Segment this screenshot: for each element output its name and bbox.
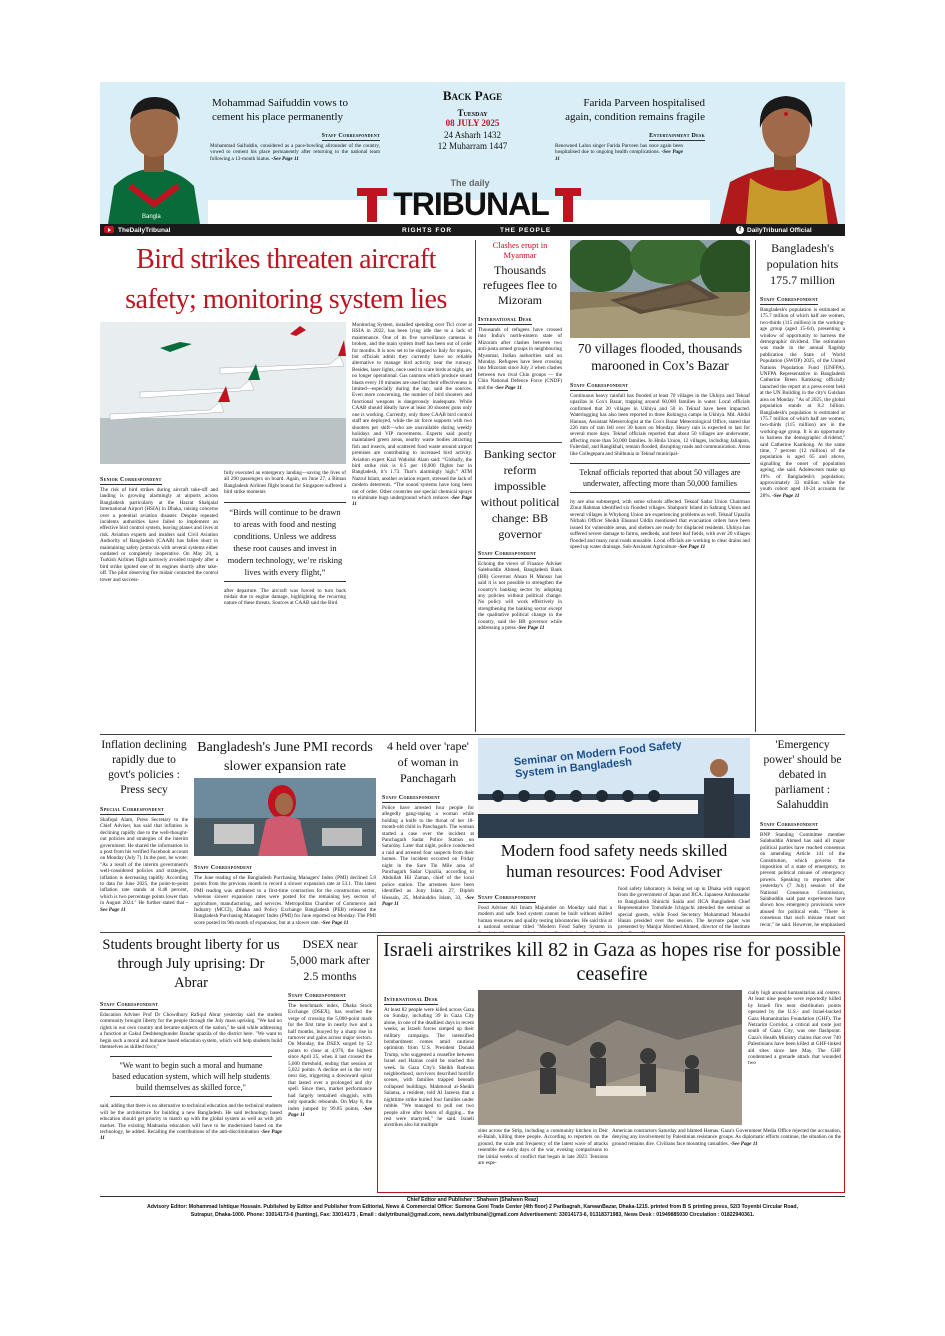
myanmar-text: Thousands of refugees have crossed into India's north-eastern state of Mizoram after clashes between two anti-junta armed groups in neighbouring Myanmar, Indian authorities said on Monday. Refugees have been crossing into Mizoram since July 3 when clashes between two rival Chin groups — the Chin National Defence Force (CNDF) and the -See Page 11	[478, 327, 562, 391]
dsex-byline: Staff Correspondent	[288, 993, 347, 999]
inflation-byline: Special Correspondent	[100, 807, 164, 813]
see-page-link[interactable]: -See Page 11	[494, 384, 522, 391]
flood-pullquote: Teknaf officials reported that about 50 villages are underwater, affecting more than 50,000 families	[570, 463, 750, 493]
banking-byline: Staff Correspondent	[478, 551, 537, 557]
column-divider	[755, 240, 756, 732]
gaza-rubble-photo	[478, 990, 742, 1125]
inflation-text: Shafiqul Alam, Press Secretary to the Chief Adviser, has said that inflation is declining rapidly due to the well-thought-out policies and strategies of the interim government. He shared the information in a post from his verified Facebook account on Monday (July 7). In the post, he wrote: "As a result of the interim government's well-considered policies and strategies, inflation is decreasing rapidly. According to data for June 2025, the point-to-point inflation rate stands at 8.48 percent, which is two percentage points lower than in August 2024." He further stated that -See Page 11	[100, 817, 188, 913]
divider	[478, 442, 562, 443]
flood-text-2: ity are also submerged, with some schools affected. Teknaf Sadar Union Chairman Zinur Rahman identified six flooded villages. Shahporir Island in Sabrang Union and several villages in Whykong Union are experiencing problems as well. Teknaf Upazila Nirbahi Officer Sheikh Ehsanul Uddin mentioned that evacuation orders have been issued for vulnerable areas, and shelters are ready for displaced residents. Ukhiya has suffered severe damage to farms, seedbeds, and betel leaf fields, with over 20 villages flooded and many rural roads unusable. Local officials are working to clear drains and speed up water drainage. Sub-Assistant Agriculture -See Page 11	[570, 499, 750, 550]
seminar-banner-text: Seminar on Modern Food Safety System in Bangladesh	[513, 738, 683, 781]
gaza-text-2: sites across the Strip, including a community kitchen in Deir el-Balah, killing three people. According to reporters on the ground, the scale and frequency of the latest wave of attacks resemble the early days of the war, evoking comparisons to the initial weeks of conflict that began in late 2023. Tensions are espe-	[478, 1128, 608, 1167]
header-right-title[interactable]: Farida Parveen hospitalised again, condition remains fragile	[565, 97, 705, 123]
hijri-date: 12 Muharram 1447	[437, 141, 508, 151]
imprint-line-3: Sutrapur, Dhaka-1000. Phone: 33014173-6 (hunting), Fax: 33014173 , Email : dailytribunal@gmail.com, news.dailytribunal@gmail.com Advertisement: 33014173-6, 01318371983, News Desk : 01949885030 Circulation : 01822940361.	[190, 1211, 755, 1218]
weekday: Tuesday	[457, 108, 488, 118]
pmi-headline[interactable]: Bangladesh's June PMI records slower expansion rate	[197, 740, 373, 774]
header-left-story[interactable]	[210, 96, 380, 186]
pmi-byline: Staff Correspondent	[194, 865, 253, 871]
header-left-title[interactable]: Mohammad Saifuddin vows to cement his place permanently	[212, 97, 348, 123]
food-safety-text-2: food safety laboratory is being set up in Dhaka with support from the government of Japan and JICA. Japanese Ambassador to Bangladesh Shinichi Saida and JICA Bangladesh Chief Representative Tomohide Ichiguchi attended the seminar as special guests, while Food Secretary Mohammad Masudul Hasan presided over the session. The keynote paper was presented by Manjur Morshed Ahmed, director of the Institute	[618, 886, 750, 932]
students-text-1: Education Adviser Prof Dr Chowdhury Rafiqul Abrar yesterday said the student community brought liberty for the people through the July mass uprising. "We had no rights in our own country and became subjects of the nation," he said while addressing a function at Gakul Deshbenghunder Bandar upazila of the district here. "We want to begin such a moral and humane based education system, which will help students build themselves as skilled force,"	[100, 1012, 282, 1051]
imprint-editor: Chief Editor and Publisher : Shaheen (Shaheen Reaz)	[406, 1197, 539, 1203]
panchagarh-text: Police have arrested four people for allegedly gang-raping a woman while holding a knife to the throat of her 18-month-old child in Panchagarh. The woman started a case over the incident at Panchagarh Sadar Police Station on Saturday. Later that night, police conducted a raid and arrested four suspects from their homes. The incident occurred on Friday night in the Sare Tin Mile area of Panchagarh Sadar Upazila, according to Abdullah Hil Zaman, chief of the local police station. The arrestees have been identified as Jony Islam, 27, Biplob Hossain, 25, Mohiuddin Islam, 33, -See Page 11	[382, 805, 474, 908]
see-page-link[interactable]: -See Page 11	[288, 1105, 372, 1118]
tagline-left: RIGHTS FOR	[402, 227, 453, 234]
see-page-link[interactable]: -See Page 11	[517, 625, 545, 632]
emergency-power-text: BNP Standing Committee member Salahuddin Ahmed has said all major political parties have reached consensus on amending Article 141 of the Constitution, which governs the imposition of a state of emergency, to prevent political misuse of emergency powers. Speaking to reporters after yesterday's (7 July) session of the National Consensus Commission, Salahuddin said past experiences have shown how emergency provisions were abused for political ends. "There is consensus that such misuse must not recur," he said. However, he emphasised	[760, 832, 845, 928]
population-byline: Staff Correspondent	[760, 297, 819, 303]
food-safety-text-1: Food Adviser Ali Imam Majumder on Monday said that a modern and safe food system cannot be built without skilled human resources and quality testing laboratories. He said this at a national seminar titled "Modern Food Safety System in	[478, 905, 612, 931]
youtube-icon[interactable]	[104, 226, 114, 233]
emergency-power-byline: Staff Correspondent	[760, 822, 819, 828]
gaza-col3-top	[748, 990, 841, 1126]
row-divider	[100, 932, 845, 933]
bird-strikes-col1	[100, 468, 218, 732]
students-headline[interactable]: Students brought liberty for us through July uprising: Dr Abrar	[102, 937, 280, 991]
see-page-link[interactable]: -See Page 11	[555, 149, 684, 162]
flood-story[interactable]	[570, 340, 750, 732]
date-block	[400, 88, 545, 178]
pmi-story[interactable]	[194, 738, 376, 928]
see-page-link[interactable]: -See Page 11	[352, 494, 472, 508]
header-right-excerpt: Renowned Lalon singer Farida Parveen has once again been hospitalised due to ongoing health complications. -See Page 11	[555, 143, 684, 162]
food-safety-col1	[478, 886, 612, 932]
see-page-link[interactable]: -See Page 11	[677, 543, 706, 550]
masthead-prefix: The daily	[450, 178, 490, 188]
banking-headline[interactable]: Banking sector reform impossible without political change: BB governor	[480, 447, 560, 541]
students-text-2: said, adding that there is no alternative to technical education and the technical students will be the architecture for building a new Bangladesh. He said technology based education should get priority to match up with the global system as well as with job market. The existing Madrasha education will have to be modernised based on the technology, he added. Recalling the contributions of the anti-discrimination -See Page 11	[100, 1103, 282, 1142]
bangla-date: 24 Asharh 1432	[444, 130, 501, 140]
see-page-link[interactable]: -See Page 11	[271, 155, 299, 162]
students-byline: Staff Correspondent	[100, 1002, 159, 1008]
inflation-headline[interactable]: Inflation declining rapidly due to govt's policies : Press secy	[101, 739, 187, 796]
dsex-story[interactable]	[288, 936, 372, 1192]
imprint-details	[60, 1204, 885, 1228]
masthead	[355, 178, 585, 224]
emergency-power-story[interactable]	[760, 738, 845, 928]
masthead-bar	[100, 224, 845, 236]
panchagarh-story[interactable]	[382, 738, 474, 928]
gaza-col3-bottom	[612, 1128, 841, 1190]
dsex-headline[interactable]: DSEX near 5,000 mark after 2.5 months	[290, 937, 370, 983]
saifuddin-photo	[100, 86, 208, 224]
header-left-byline: Staff Correspondent	[321, 133, 380, 139]
airport-aircraft-photo	[100, 322, 346, 464]
see-page-link[interactable]: -See Page 11	[100, 1129, 282, 1142]
see-page-link[interactable]: -See Page 11	[772, 492, 800, 499]
bird-strikes-text-2: fully executed an emergency landing—saving the lives of all 290 passengers on board. Again, on June 27, a Biman Bangladesh Airlines flight bound for Singapore suffered a bird strike moments	[224, 470, 346, 496]
banking-text: Echoing the views of Finance Adviser Salehuddin Ahmed, Bangladesh Bank (BB) Governor Ahsan H Mansur has said it is not possible to strengthen the country's banking sector by adopting any policies without political change. No policy will work effectively in strengthening the banking sector except the qualitative political change in the country, said the BB governor while addressing a press -See Page 11	[478, 561, 562, 632]
see-page-link[interactable]: -See Page 11	[100, 900, 188, 913]
food-safety-seminar-photo	[478, 738, 750, 838]
gaza-col2	[478, 1128, 608, 1190]
bird-strikes-text-3: after departure. The aircraft was forced to turn back midair due to engine damage, highlighting the recurring nature of these threats. Sources at CAAB said the Bird	[224, 587, 346, 607]
panchagarh-byline: Staff Correspondent	[382, 795, 441, 801]
see-page-link[interactable]: -See Page 11	[730, 1140, 758, 1147]
flood-text-1: Continuous heavy rainfall has flooded at least 70 villages in the Ukhiya and Teknaf upazilas in Cox's Bazar, trapping around 60,000 families in water. Local officials confirmed that 20 villages in Ukhiya and 50 in Teknaf have been impacted. Waterlogging has also been reported in three Rohingya camps in Ukhiya. Md. Abdul Hannan, Assistant Meteorologist at the Cox's Bazar Meteorological Office, stated that 226 mm of rain fell over 30 hours on Monday. Heavy rain is expected to last for several more days. Teknaf officials reported that about 50 villages are underwater, affecting more than 50,000 families. In Hnila Union, 12 villages, including Jaliapara, Fulerdail, and Rangikhali, remain flooded, disrupting roads and communication. Areas like Collegepara and Shilbunia in Teknaf municipal-	[570, 393, 750, 457]
row-divider	[100, 734, 845, 735]
see-page-link[interactable]: -See Page 11	[382, 894, 474, 908]
food-safety-byline: Staff Correspondent	[478, 895, 537, 901]
bird-strikes-pullquote: “Birds will continue to be drawn to areas with food and nesting conditions. Unless we address these root causes and invest in modern technology, we’re risking lives with every flight,”	[224, 502, 346, 582]
facebook-handle[interactable]: DailyTribunal Official	[747, 227, 812, 234]
facebook-icon[interactable]: f	[736, 226, 744, 234]
svg-text:Bangla: Bangla	[142, 214, 161, 220]
gaza-headline-wrap[interactable]	[382, 938, 842, 988]
section-name: Back Page	[442, 88, 503, 103]
bird-strikes-text-1: The risk of bird strikes during aircraft take-off and landing is growing alarmingly at airports across Bangladesh particularly at the Hazrat Shahjalal International Airport (HSIA) in Dhaka, raising concerns over a potential aviation disaster. Despite repeated incidents authorities have failed to implement an effective bird control system, leaving planes and lives at risk. Aviation experts and insiders said Civil Aviation Authority of Bangladesh (CAAB) has fallen short in maintaining safety protocols with several systems either outdated or completely inoperative. On May 20, a Turkish Airlines flight narrowly avoided tragedy after a bird strike ignited one of its engines shortly after take-off. The pilot observing fire midair contacted the control tower and success-	[100, 487, 218, 583]
dsex-text: The benchmark index, Dhaka Stock Exchange (DSEX), has reached the verge of crossing the 5,000-point mark for the first time in nearly two and a half months, buoyed by a sharp rise in turnover and gains across major sectors. On Monday, the DSEX surged by 52 points to close at 4,976, the highest since April 25, when it last crossed the 5,000 threshold, ending that session at 5,022 points. A decline set in the very next day, triggering a downward spiral that lasted over a prolonged and dry spell. Since then, market performance had largely remained sluggish, with only sporadic rebounds. On May 8, the index jumped by 99.85 points, -See Page 11	[288, 1003, 372, 1118]
header-left-excerpt: Mohammad Saifuddin, considered as a pace-bowling allrounder of the country, vowed to cement his place permanently after returning to the national team following a 13-month hiatus. -See Page 11	[210, 143, 380, 162]
header-right-byline: Entertainment Desk	[649, 133, 705, 139]
masthead-name: TRIBUNAL	[393, 186, 549, 222]
students-pullquote: "We want to begin such a moral and humane based education system, which will help students build themselves as skilled force,"	[110, 1056, 272, 1097]
population-text: Bangladesh's population is estimated at 175.7 million of which half are women, two-thirds (115 million) in the working-age group (aged 15-64), presenting a window of opportunity to harness the demographic dividend. The estimation was made in the annual flagship publication the State of World Population (SWOP) 2025, of the United Nations Population Fund (UNFPA). UNFPA Representative in Bangladesh Catherine Breen Kamkong officially launched the report at a press event held at the UN Building in the city's Gulshan area on Monday. "As of 2025, the global population stands at 8.2 billion. Bangladesh's population is estimated at 175.7 million of which half are women, two-thirds (115 million) are in the working-age group. It is an opportunity to harness the demographic dividend," said Catherine Kamkong. At the same time, 7 percent (12 million) of the population is aged 65 and above, signalling the onset of population ageing, she said. Adolescents make up 19% of Bangladesh's population; approximately 33 million while the youth cohort aged 10-24 accounts for 28%. -See Page 11	[760, 307, 845, 499]
population-story[interactable]	[760, 240, 845, 732]
flood-headline[interactable]: 70 villages flooded, thousands marooned in Cox’s Bazar	[577, 341, 743, 373]
students-story[interactable]	[100, 936, 282, 1192]
gaza-col1	[384, 988, 474, 1188]
gaza-text-3: cially high around humanitarian aid centers. At least nine people were reportedly killed by Israeli fire near distribution points operated by the U.S.- and Israel-backed Gaza Humanitarian Foundation (GHF). The Netzarim Corridor, a critical aid route just south of Gaza City, was one flashpoint. Gaza's Health Ministry claims that over 740 Palestinians have been killed at GHF-linked aid sites since late May. The GHF condemned a grenade attack that wounded two	[748, 990, 841, 1067]
gaza-text-1: At least 82 people were killed across Gaza on Sunday, including 39 in Gaza City alone, in one of the deadliest days in recent weeks, as Israeli forces ramped up their military campaign. The intensified bombardment comes amid cautious optimism from U.S. President Donald Trump, who suggested a ceasefire between Israel and Hamas could be reached this week. In Gaza City's Sheikh Radwan neighborhood, survivors described horrific scenes, with families trapped beneath collapsed buildings. Mahmoud al-Sheikh Salama, a resident, told Al Jazeera that a nighttime strike buried four families under rubble. "We managed to pull out two people alive after hours of digging... the rest were martyred," he said. Israeli airstrikes also hit multiple	[384, 1007, 474, 1129]
myanmar-byline: International Desk	[478, 317, 532, 323]
tagline-right: THE PEOPLE	[500, 227, 552, 234]
column-divider	[475, 240, 476, 732]
farida-parveen-photo	[710, 86, 845, 224]
myanmar-kicker: Clashes erupt in Myanmar	[492, 240, 548, 260]
emergency-power-headline[interactable]: 'Emergency power' should be debated in parliament : Salahuddin	[763, 739, 842, 811]
youtube-handle[interactable]: TheDailyTribunal	[118, 227, 171, 234]
header-right-story[interactable]	[555, 96, 705, 186]
bird-strikes-headline[interactable]: Bird strikes threaten aircraft safety; monitoring system lies	[125, 244, 447, 315]
bird-strikes-byline: Senior Correspondent	[100, 477, 162, 483]
gaza-byline: International Desk	[384, 997, 438, 1003]
myanmar-headline[interactable]: Thousands refugees flee to Mizoram	[483, 263, 557, 307]
newspaper-page	[100, 82, 845, 1212]
imprint-line-2: Advisory Editor: Mohammad Ishtique Hossain. Published by Editor and Publisher from Editorial, News & Commercial Office: Sumona Goni Trade Center (4th floor) 2 Paribagrah, KarwanBazar, Dhaka-1215. printed from B S printing press, 52/3 Toyenbi Circular Road,	[146, 1204, 799, 1210]
pmi-text: The June reading of the Bangladesh Purchasing Managers' Index (PMI) declined 5.8 points from the previous month to record a slower expansion rate at 53.1. This latest PMI reading was attributed to a first-time contraction for the construction sector, whereas slower expansion rates were posted for the remaining key sectors of agriculture, manufacturing, and services. Metropolitan Chamber of Commerce and Industry (MCCI), Dhaka and Policy Exchange Bangladesh (PEB) released the Bangladesh Purchasing Managers' Index (PMI) for June reported on Monday. The PMI score posted its 9th month of expansion, but at a slower rate. -See Page 11	[194, 875, 376, 926]
gaza-text-4: American contractors Saturday and blamed Hamas. Gaza's Government Media Office rejected the accusation, denying any involvement by Palestinian resistance groups. As diplomatic efforts continue, the situation on the ground remains dire. Civilians face mounting casualties. -See Page 11	[612, 1128, 841, 1147]
banking-story[interactable]	[478, 446, 562, 732]
flood-photo	[570, 240, 750, 338]
see-page-link[interactable]: -See Page 11	[321, 919, 349, 926]
bird-strikes-col3	[352, 322, 472, 732]
population-headline[interactable]: Bangladesh's population hits 175.7 million	[766, 241, 839, 287]
food-safety-headline[interactable]: Modern food safety needs skilled human resources: Food Adviser	[500, 841, 728, 881]
english-date: 08 JULY 2025	[445, 118, 500, 128]
flood-byline: Staff Correspondent	[570, 383, 629, 389]
pmi-worker-photo	[194, 778, 376, 856]
bird-strikes-col2	[224, 470, 346, 732]
food-safety-col2	[618, 886, 750, 932]
inflation-story[interactable]	[100, 738, 188, 928]
gaza-headline[interactable]: Israeli airstrikes kill 82 in Gaza as hopes rise for possible ceasefire	[383, 939, 841, 985]
panchagarh-headline[interactable]: 4 held over 'rape' of woman in Panchagarh	[387, 739, 469, 785]
bird-strikes-text-4: Monitoring System, installed spending over Tk1 crore at HSIA in 2022, has been lying idle due to a lack of maintenance. One of its five surveillance cameras is broken, and the main system itself has been out of order for months. It is now set to be shipped to Italy for repairs, but officials admit they currently have no reliable alternative to manage bird activity near the runway. Besides, laser lights, once used to scare birds at night, are no longer operational. Gas cannons which produce sound blasts every 10 minutes are used but their effectiveness is limited—especially during the day, said the sources. Even more concerning, the number of bird shooters and functional weapons is dangerously inadequate. While CAAB should ideally have at least 30 shooter guns only one is working. Currently, only three CAAB bird control staff are deployed, while the air force supports with two shooters per shift—who are unavailable during weekly holidays and VIP movements. Experts said poorly maintained green areas, nearby waste bodies attracting fish and insects, and scattered food waste around airport premises are contributing to increased bird activity. Aviation expert Kazi Wahidul Alam said: “Globally, the bird strike risk is 0.5 per 10,000 flights but in Bangladesh, it’s 1.73. That’s alarmingly high.” ATM Nazrul Islam, another aviation expert, stressed the lack of modern deterrents. “The sound systems have long been out of order. Other countries use special chemical sprays to eliminate bugs underground which reduces -See Page 11	[352, 322, 472, 508]
